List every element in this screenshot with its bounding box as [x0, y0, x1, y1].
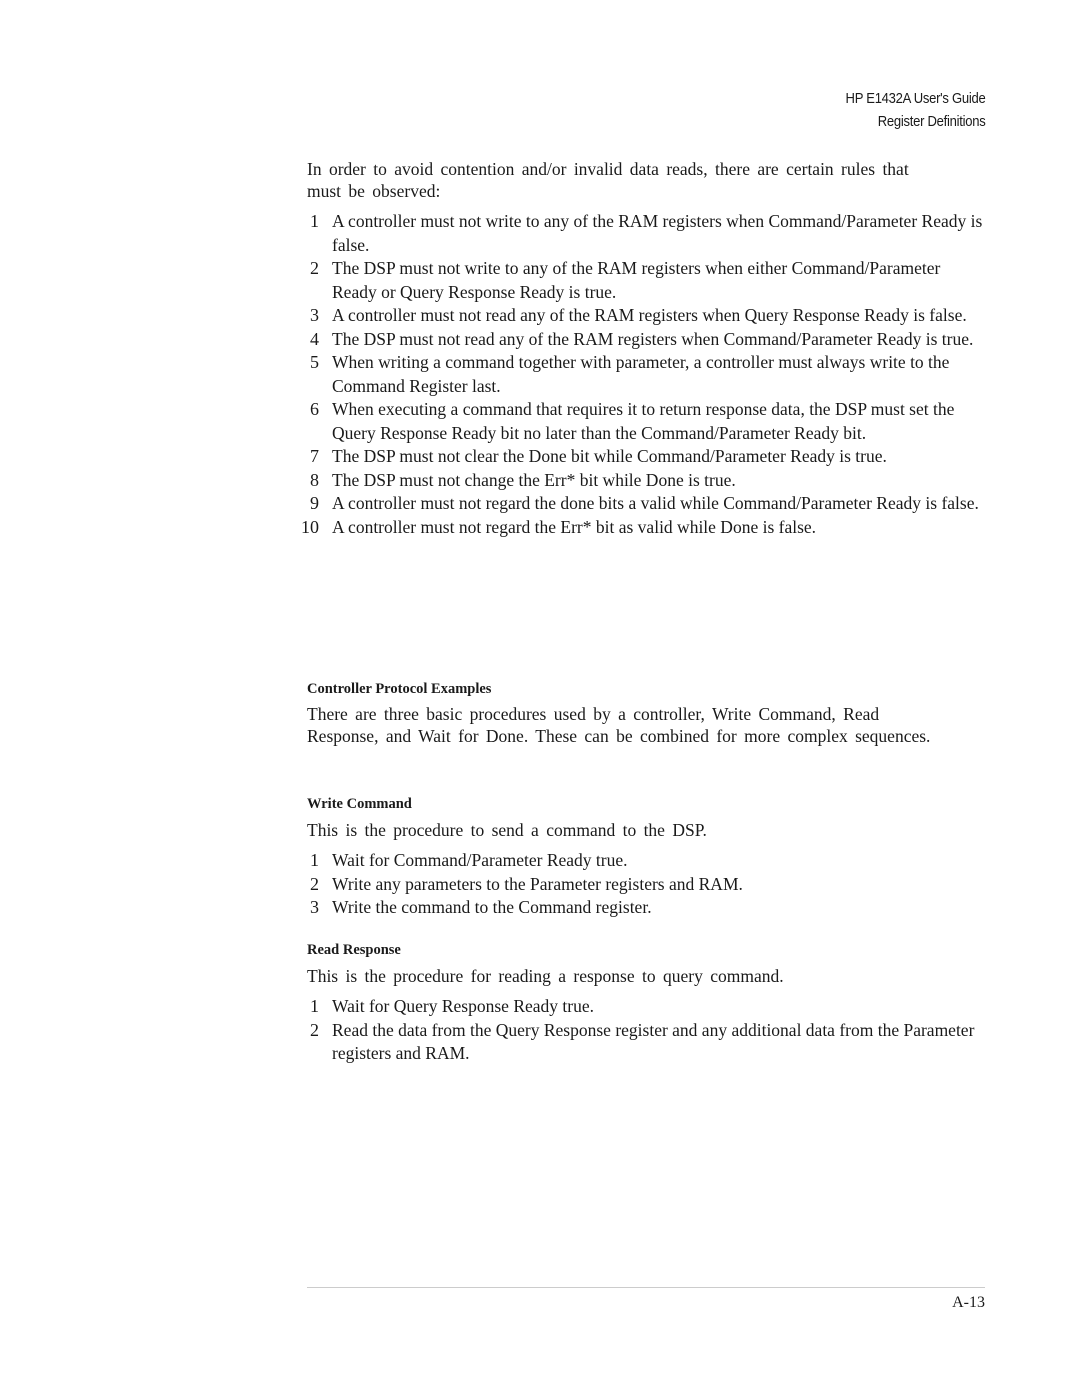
list-item: [295, 328, 987, 352]
list-item: [295, 304, 987, 328]
list-number: 1: [310, 996, 319, 1016]
list-text: The DSP must not clear the Done bit while Command/Parameter Ready is true.: [332, 446, 887, 466]
write-command-steps: [295, 849, 987, 920]
list-text: A controller must not regard the Err* bit as valid while Done is false.: [332, 516, 817, 537]
list-text: Write the command to the Command register.: [332, 897, 652, 917]
list-number: 4: [310, 328, 319, 349]
read-response-steps: [295, 995, 987, 1066]
list-text: Read the data from the Query Response register and any additional data from the Parameter registers and RAM.: [332, 1019, 975, 1063]
list-text: The DSP must not write to any of the RAM registers when either Command/Parameter Ready or Query Response Ready is true.: [332, 258, 941, 302]
list-number: 2: [310, 258, 319, 278]
list-text: When writing a command together with parameter, a controller must always write to the Command Register last.: [332, 352, 950, 396]
header-section: Register Definitions: [877, 114, 985, 130]
list-number: 2: [310, 873, 319, 894]
list-text: A controller must not write to any of the RAM registers when Command/Parameter Ready is false.: [332, 211, 983, 255]
rules-list: [295, 210, 987, 539]
list-text: A controller must not regard the done bits a valid while Command/Parameter Ready is false.: [332, 493, 979, 513]
list-number: 2: [310, 1019, 319, 1040]
list-number: 5: [310, 352, 319, 372]
list-item: [295, 398, 987, 445]
list-item: [295, 1019, 987, 1066]
list-number: 3: [310, 305, 319, 325]
list-text: A controller must not read any of the RAM registers when Query Response Ready is false.: [332, 305, 967, 325]
list-item: [295, 896, 987, 920]
list-item: [295, 445, 987, 469]
write-command-paragraph: This is the procedure to send a command to the DSP.: [307, 820, 707, 840]
list-text: Wait for Command/Parameter Ready true.: [332, 850, 628, 870]
list-text: The DSP must not change the Err* bit while Done is true.: [332, 469, 736, 490]
list-number: 6: [310, 399, 319, 419]
protocol-heading: Controller Protocol Examples: [307, 681, 492, 697]
write-command-heading: Write Command: [307, 796, 412, 812]
list-item: [295, 210, 987, 257]
list-text: Write any parameters to the Parameter registers and RAM.: [332, 873, 743, 894]
list-item: [295, 995, 987, 1019]
list-item: [295, 257, 987, 304]
read-response-paragraph: This is the procedure for reading a response to query command.: [307, 966, 784, 986]
list-item: [295, 469, 987, 493]
list-number: 8: [310, 469, 319, 490]
list-number: 3: [310, 897, 319, 917]
list-number: 1: [310, 211, 319, 231]
header-title: HP E1432A User's Guide: [845, 91, 985, 107]
list-text: The DSP must not read any of the RAM registers when Command/Parameter Ready is true.: [332, 328, 974, 349]
list-item: [295, 492, 987, 516]
list-item: [295, 849, 987, 873]
footer-divider: [307, 1287, 985, 1288]
list-item: [295, 516, 987, 540]
list-number: 9: [310, 493, 319, 513]
list-number: 1: [310, 850, 319, 870]
list-text: When executing a command that requires it to return response data, the DSP must set the Query Response Ready bit no later than the Command/Parameter Ready bit.: [332, 399, 955, 443]
intro-paragraph: In order to avoid contention and/or invalid data reads, there are certain rules that must be observed:: [307, 159, 909, 201]
read-response-heading: Read Response: [307, 942, 401, 958]
list-number: 7: [310, 446, 319, 466]
list-item: [295, 351, 987, 398]
page-number: A-13: [952, 1294, 985, 1311]
protocol-paragraph: There are three basic procedures used by a controller, Write Command, Read Response, and Wait for Done. These can be combined for more complex sequences.: [307, 704, 931, 746]
list-number: 10: [301, 516, 319, 537]
list-text: Wait for Query Response Ready true.: [332, 996, 594, 1016]
running-header: [845, 88, 985, 134]
list-item: [295, 873, 987, 897]
